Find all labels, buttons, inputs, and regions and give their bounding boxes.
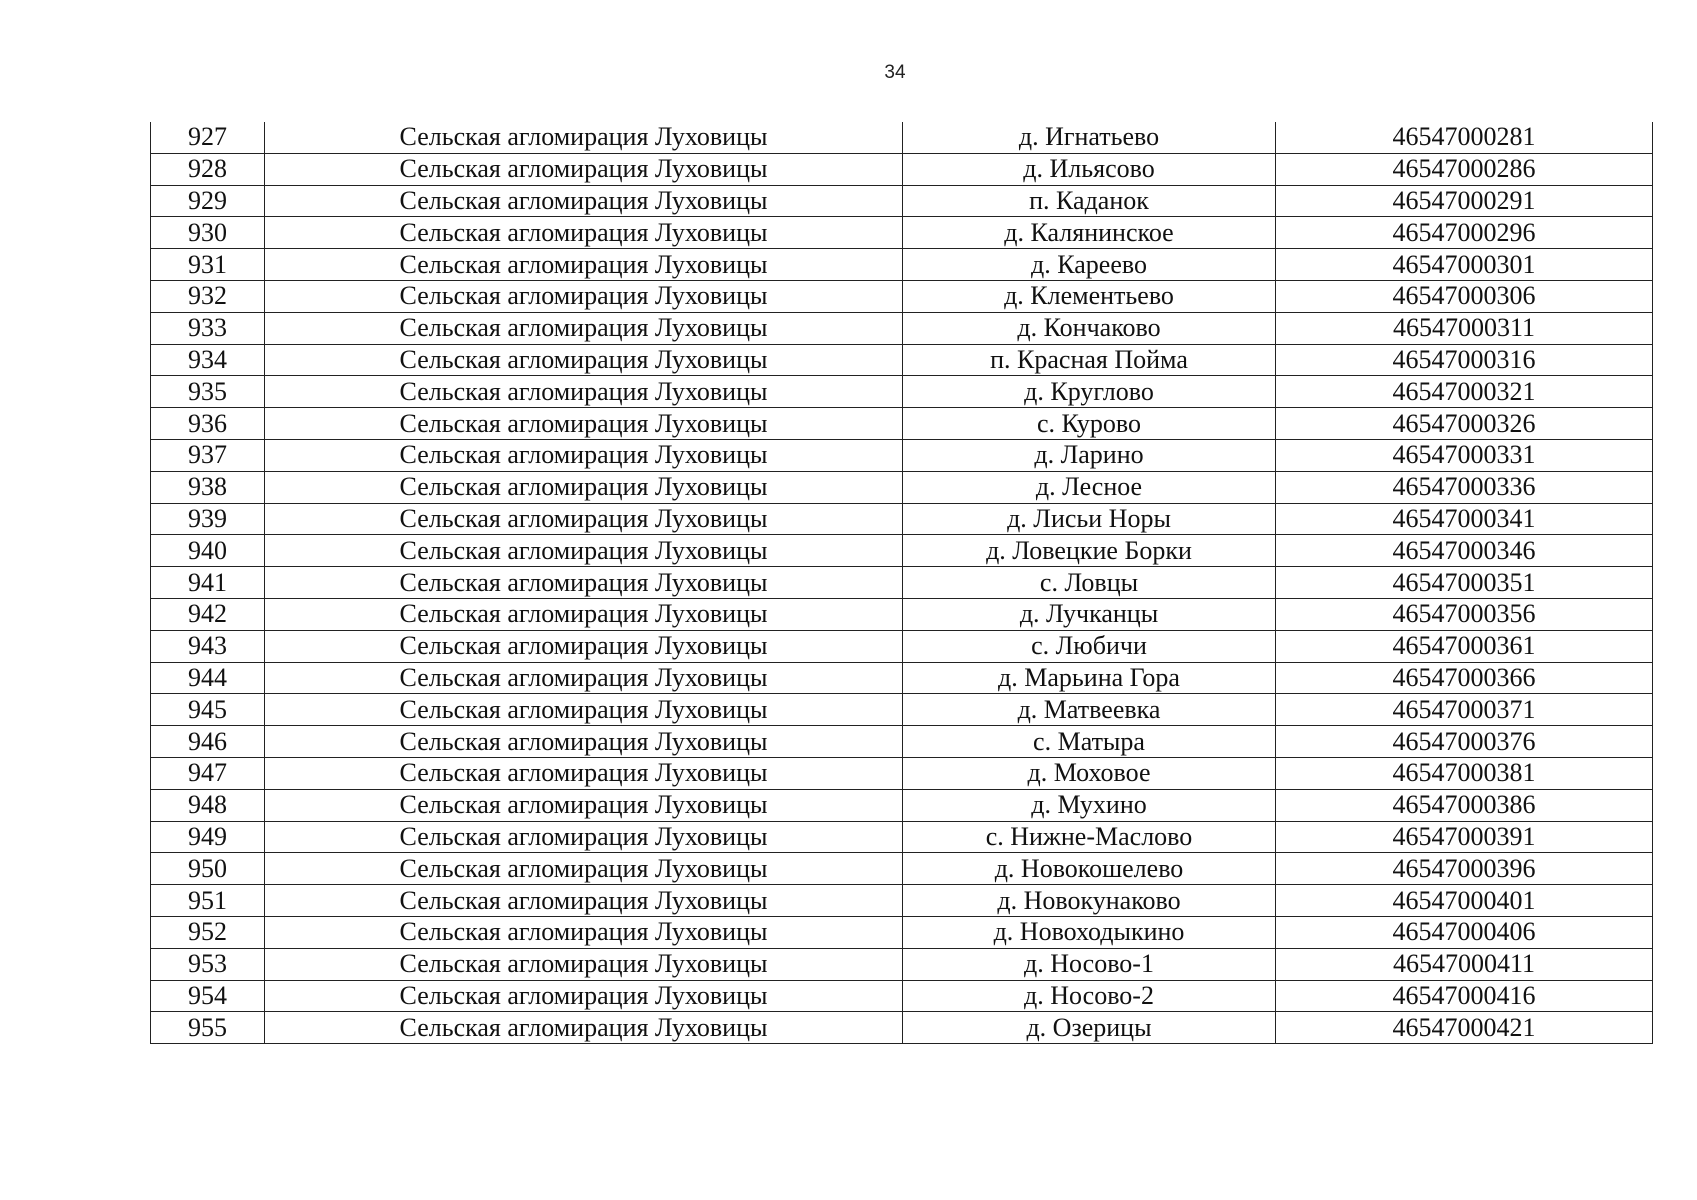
locality-cell: д. Новоходыкино	[903, 916, 1276, 948]
table-row	[151, 185, 1653, 217]
agglomeration-cell: Сельская агломирация Луховицы	[265, 567, 903, 599]
table-row	[151, 885, 1653, 917]
table-row	[151, 249, 1653, 281]
oktmo-code-cell: 46547000406	[1276, 916, 1653, 948]
row-number-cell: 929	[151, 185, 265, 217]
locality-cell: с. Ловцы	[903, 567, 1276, 599]
row-number-cell: 955	[151, 1012, 265, 1044]
oktmo-code-cell: 46547000376	[1276, 726, 1653, 758]
agglomeration-cell: Сельская агломирация Луховицы	[265, 630, 903, 662]
row-number-cell: 927	[151, 122, 265, 153]
oktmo-code-cell: 46547000311	[1276, 312, 1653, 344]
table-row	[151, 789, 1653, 821]
locality-cell: д. Лисьи Норы	[903, 503, 1276, 535]
agglomeration-cell: Сельская агломирация Луховицы	[265, 185, 903, 217]
locality-cell: д. Матвеевка	[903, 694, 1276, 726]
table-row	[151, 598, 1653, 630]
locality-cell: д. Моховое	[903, 757, 1276, 789]
row-number-cell: 950	[151, 853, 265, 885]
oktmo-code-cell: 46547000411	[1276, 948, 1653, 980]
oktmo-code-cell: 46547000386	[1276, 789, 1653, 821]
oktmo-code-cell: 46547000321	[1276, 376, 1653, 408]
table-row	[151, 948, 1653, 980]
agglomeration-cell: Сельская агломирация Луховицы	[265, 503, 903, 535]
agglomeration-cell: Сельская агломирация Луховицы	[265, 821, 903, 853]
table-row	[151, 312, 1653, 344]
oktmo-code-cell: 46547000391	[1276, 821, 1653, 853]
locality-cell: д. Клементьево	[903, 280, 1276, 312]
row-number-cell: 936	[151, 408, 265, 440]
row-number-cell: 938	[151, 471, 265, 503]
table-row	[151, 726, 1653, 758]
agglomeration-cell: Сельская агломирация Луховицы	[265, 344, 903, 376]
oktmo-code-cell: 46547000381	[1276, 757, 1653, 789]
agglomeration-cell: Сельская агломирация Луховицы	[265, 980, 903, 1012]
oktmo-code-cell: 46547000281	[1276, 122, 1653, 153]
table-row	[151, 217, 1653, 249]
row-number-cell: 940	[151, 535, 265, 567]
oktmo-code-cell: 46547000336	[1276, 471, 1653, 503]
table-row	[151, 662, 1653, 694]
locality-cell: п. Красная Пойма	[903, 344, 1276, 376]
locality-cell: д. Игнатьево	[903, 122, 1276, 153]
table-row	[151, 630, 1653, 662]
agglomeration-cell: Сельская агломирация Луховицы	[265, 535, 903, 567]
row-number-cell: 952	[151, 916, 265, 948]
locality-cell: д. Носово-1	[903, 948, 1276, 980]
table-row	[151, 503, 1653, 535]
locality-cell: с. Курово	[903, 408, 1276, 440]
agglomeration-cell: Сельская агломирация Луховицы	[265, 280, 903, 312]
locality-cell: д. Ловецкие Борки	[903, 535, 1276, 567]
oktmo-code-cell: 46547000356	[1276, 598, 1653, 630]
row-number-cell: 949	[151, 821, 265, 853]
locality-cell: д. Новокошелево	[903, 853, 1276, 885]
agglomeration-cell: Сельская агломирация Луховицы	[265, 789, 903, 821]
locality-cell: п. Каданок	[903, 185, 1276, 217]
oktmo-code-cell: 46547000301	[1276, 249, 1653, 281]
row-number-cell: 953	[151, 948, 265, 980]
locality-cell: д. Кареево	[903, 249, 1276, 281]
agglomeration-cell: Сельская агломирация Луховицы	[265, 376, 903, 408]
table-row	[151, 122, 1653, 153]
table-row	[151, 694, 1653, 726]
table-row	[151, 821, 1653, 853]
agglomeration-cell: Сельская агломирация Луховицы	[265, 122, 903, 153]
row-number-cell: 931	[151, 249, 265, 281]
row-number-cell: 944	[151, 662, 265, 694]
oktmo-code-cell: 46547000351	[1276, 567, 1653, 599]
agglomeration-cell: Сельская агломирация Луховицы	[265, 1012, 903, 1044]
oktmo-code-cell: 46547000316	[1276, 344, 1653, 376]
oktmo-code-cell: 46547000421	[1276, 1012, 1653, 1044]
locality-cell: д. Круглово	[903, 376, 1276, 408]
oktmo-code-cell: 46547000366	[1276, 662, 1653, 694]
agglomeration-cell: Сельская агломирация Луховицы	[265, 757, 903, 789]
locality-cell: с. Любичи	[903, 630, 1276, 662]
locality-cell: д. Марьина Гора	[903, 662, 1276, 694]
table-row	[151, 280, 1653, 312]
oktmo-code-cell: 46547000326	[1276, 408, 1653, 440]
agglomeration-cell: Сельская агломирация Луховицы	[265, 408, 903, 440]
oktmo-code-cell: 46547000346	[1276, 535, 1653, 567]
row-number-cell: 932	[151, 280, 265, 312]
oktmo-code-cell: 46547000401	[1276, 885, 1653, 917]
agglomeration-cell: Сельская агломирация Луховицы	[265, 249, 903, 281]
row-number-cell: 928	[151, 153, 265, 185]
table-row	[151, 408, 1653, 440]
agglomeration-cell: Сельская агломирация Луховицы	[265, 885, 903, 917]
oktmo-code-cell: 46547000331	[1276, 439, 1653, 471]
locality-cell: д. Ларино	[903, 439, 1276, 471]
agglomeration-cell: Сельская агломирация Луховицы	[265, 662, 903, 694]
table-row	[151, 853, 1653, 885]
agglomeration-cell: Сельская агломирация Луховицы	[265, 312, 903, 344]
locality-cell: с. Матыра	[903, 726, 1276, 758]
oktmo-code-cell: 46547000286	[1276, 153, 1653, 185]
oktmo-code-cell: 46547000296	[1276, 217, 1653, 249]
agglomeration-cell: Сельская агломирация Луховицы	[265, 916, 903, 948]
table-row	[151, 916, 1653, 948]
agglomeration-cell: Сельская агломирация Луховицы	[265, 948, 903, 980]
oktmo-code-cell: 46547000306	[1276, 280, 1653, 312]
table-row	[151, 757, 1653, 789]
row-number-cell: 934	[151, 344, 265, 376]
locality-cell: д. Носово-2	[903, 980, 1276, 1012]
locality-cell: с. Нижне-Маслово	[903, 821, 1276, 853]
row-number-cell: 943	[151, 630, 265, 662]
row-number-cell: 939	[151, 503, 265, 535]
agglomeration-cell: Сельская агломирация Луховицы	[265, 439, 903, 471]
table-row	[151, 1012, 1653, 1044]
table-row	[151, 376, 1653, 408]
locality-cell: д. Лесное	[903, 471, 1276, 503]
table-row	[151, 153, 1653, 185]
row-number-cell: 951	[151, 885, 265, 917]
row-number-cell: 930	[151, 217, 265, 249]
agglomeration-cell: Сельская агломирация Луховицы	[265, 726, 903, 758]
locality-cell: д. Калянинское	[903, 217, 1276, 249]
row-number-cell: 948	[151, 789, 265, 821]
locality-cell: д. Ильясово	[903, 153, 1276, 185]
table-body	[151, 122, 1653, 1044]
row-number-cell: 954	[151, 980, 265, 1012]
agglomeration-cell: Сельская агломирация Луховицы	[265, 598, 903, 630]
locality-cell: д. Лучканцы	[903, 598, 1276, 630]
row-number-cell: 947	[151, 757, 265, 789]
locality-cell: д. Новокунаково	[903, 885, 1276, 917]
table-row	[151, 471, 1653, 503]
oktmo-code-cell: 46547000291	[1276, 185, 1653, 217]
table-row	[151, 567, 1653, 599]
table-row	[151, 980, 1653, 1012]
settlements-table	[150, 122, 1653, 1044]
row-number-cell: 945	[151, 694, 265, 726]
oktmo-code-cell: 46547000396	[1276, 853, 1653, 885]
oktmo-code-cell: 46547000416	[1276, 980, 1653, 1012]
row-number-cell: 942	[151, 598, 265, 630]
locality-cell: д. Мухино	[903, 789, 1276, 821]
locality-cell: д. Кончаково	[903, 312, 1276, 344]
row-number-cell: 933	[151, 312, 265, 344]
row-number-cell: 946	[151, 726, 265, 758]
page-number: 34	[884, 62, 906, 83]
row-number-cell: 937	[151, 439, 265, 471]
oktmo-code-cell: 46547000371	[1276, 694, 1653, 726]
locality-cell: д. Озерицы	[903, 1012, 1276, 1044]
table-row	[151, 344, 1653, 376]
agglomeration-cell: Сельская агломирация Луховицы	[265, 853, 903, 885]
oktmo-code-cell: 46547000361	[1276, 630, 1653, 662]
table-row	[151, 439, 1653, 471]
agglomeration-cell: Сельская агломирация Луховицы	[265, 153, 903, 185]
oktmo-code-cell: 46547000341	[1276, 503, 1653, 535]
table-row	[151, 535, 1653, 567]
agglomeration-cell: Сельская агломирация Луховицы	[265, 217, 903, 249]
agglomeration-cell: Сельская агломирация Луховицы	[265, 694, 903, 726]
row-number-cell: 941	[151, 567, 265, 599]
agglomeration-cell: Сельская агломирация Луховицы	[265, 471, 903, 503]
row-number-cell: 935	[151, 376, 265, 408]
